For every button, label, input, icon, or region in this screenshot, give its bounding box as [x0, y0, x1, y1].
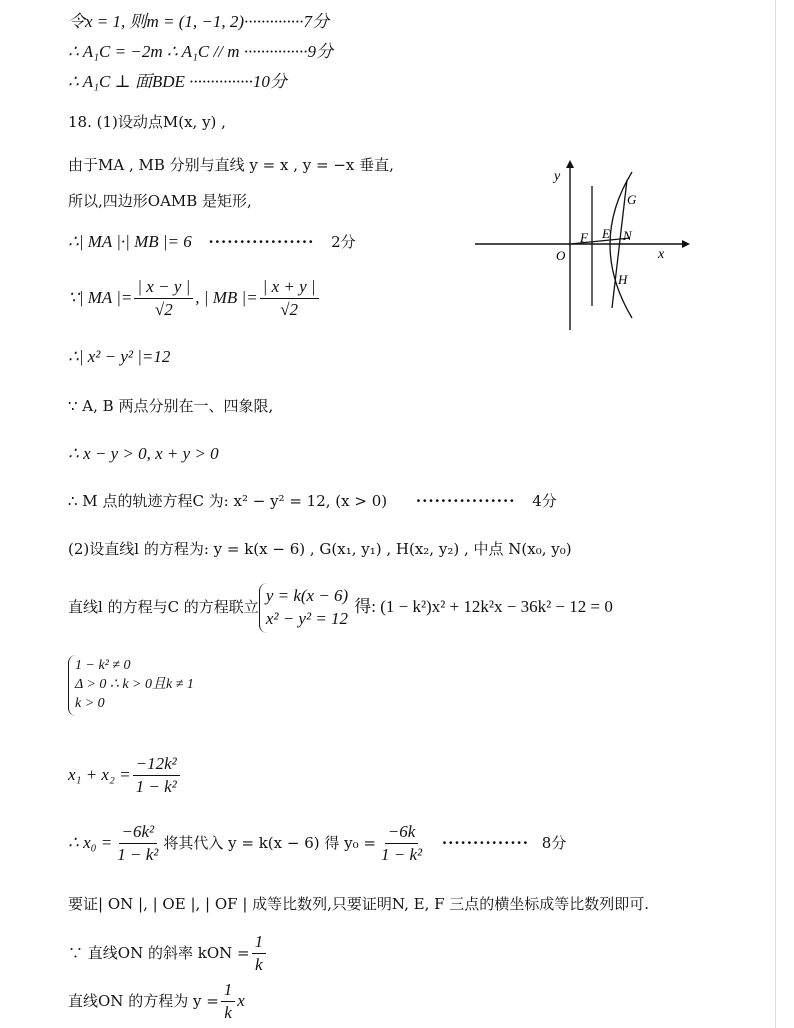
fraction-denominator: k	[224, 1003, 232, 1023]
perpendicular-statement: 由于MA , MB 分别与直线 y = x , y = −x 垂直,	[68, 156, 394, 174]
mb-distance-label: , | MB |=	[195, 287, 258, 307]
rectangle-statement: 所以,四边形OAMB 是矩形,	[68, 192, 252, 210]
condition-1: 1 − k² ≠ 0	[75, 658, 131, 673]
hyperbola-abs-equation: ∴| x² − y² |=12	[68, 347, 171, 366]
sum-of-roots-label: x₁ + x₂ =	[68, 764, 131, 784]
fraction-numerator: 1	[221, 980, 236, 1002]
quadratic-result: 得: (1 − k²)x² + 12k²x − 36k² − 12 = 0	[354, 596, 613, 616]
system-intro-text: 直线l 的方程与C 的方程联立	[68, 597, 259, 616]
ma-distance-fraction	[134, 277, 193, 321]
y-axis-arrow	[566, 160, 574, 168]
conditions-system-line	[68, 655, 200, 716]
graph-label-y: y	[554, 169, 561, 184]
conditions-system	[68, 655, 200, 716]
step-line-3: ∴ A₁C ⊥ 面BDE ···············10分	[68, 72, 287, 91]
fraction-denominator: 1 − k²	[380, 845, 423, 865]
slope-line	[68, 932, 268, 976]
fraction-denominator: k	[255, 955, 263, 975]
dot-leader: ················	[415, 492, 516, 510]
slope-label: ∵ 直线ON 的斜率 kON =	[68, 943, 250, 962]
line-on	[570, 238, 630, 244]
x-axis-arrow	[682, 240, 690, 248]
fraction-numerator: | x − y |	[134, 277, 193, 299]
fraction-denominator: √2	[154, 300, 173, 320]
mb-distance-fraction	[260, 277, 319, 321]
trajectory-equation: ∴ M 点的轨迹方程C 为: x² − y² = 12, (x > 0)	[68, 492, 388, 510]
problem-18-heading: 18. (1)设动点M(x, y) ,	[68, 113, 226, 131]
trajectory-equation-line	[68, 492, 557, 510]
product-equation-line	[68, 232, 356, 252]
graph-label-n: N	[623, 228, 632, 243]
fraction-numerator: −6k²	[119, 822, 158, 844]
hyperbola-sketch	[470, 158, 690, 333]
score-mark: 8分	[541, 833, 567, 852]
page-edge-rule	[775, 0, 776, 1028]
line-on-label: 直线ON 的方程为 y =	[68, 991, 219, 1010]
graph-label-g: G	[627, 192, 637, 207]
dot-leader: ··············	[441, 833, 530, 852]
product-equation: ∴| MA |·| MB |= 6	[68, 232, 192, 251]
quadrant-statement: ∵ A, B 两点分别在一、四象限,	[68, 397, 274, 415]
fraction-numerator: −12k²	[133, 754, 180, 776]
system-equation-line	[68, 583, 613, 633]
slope-fraction	[252, 932, 267, 976]
substitution-text: 将其代入 y = k(x − 6) 得 y₀ =	[163, 833, 376, 852]
score-mark: 2分	[331, 233, 356, 251]
fraction-numerator: 1	[252, 932, 267, 954]
fraction-denominator: 1 − k²	[135, 777, 177, 797]
x0-label: ∴ x₀ =	[68, 832, 113, 852]
system-equation-2: x² − y² = 12	[265, 608, 349, 628]
graph-label-f: F	[580, 230, 588, 245]
part-2-setup: (2)设直线l 的方程为: y = k(x − 6) , G(x₁, y₁) , H(x₂, y₂) , 中点 N(x₀, y₀)	[68, 540, 572, 558]
step-line-2: ∴ A₁C = −2m ∴ A₁C // m ···············9分	[68, 42, 333, 61]
variable-x: x	[237, 990, 245, 1010]
distance-formula-line	[68, 277, 321, 321]
fraction-denominator: √2	[280, 300, 299, 320]
fraction-numerator: −6k	[385, 822, 419, 844]
score-mark: 4分	[532, 492, 557, 510]
system-equation-1: y = k(x − 6)	[265, 586, 349, 605]
line-on-fraction	[221, 980, 236, 1024]
graph-label-o: O	[556, 248, 566, 263]
graph-label-x: x	[658, 247, 665, 262]
geometric-sequence-goal: 要证| ON |, | OE |, | OF | 成等比数列,只要证明N, E, F 三点的横坐标成等比数列即可.	[68, 895, 650, 913]
step-line-1: 令x = 1, 则m = (1, −1, 2)··············7分	[68, 12, 330, 31]
fraction-denominator: 1 − k²	[117, 845, 159, 865]
graph-label-e: E	[602, 226, 610, 241]
sum-of-roots-fraction	[133, 754, 180, 798]
dot-leader: ·················	[208, 233, 315, 251]
graph-label-h: H	[618, 272, 628, 287]
midpoint-coordinates-line	[68, 822, 566, 866]
condition-2: Δ > 0 ∴ k > 0且k ≠ 1	[75, 676, 194, 692]
condition-3: k > 0	[75, 695, 105, 711]
x0-fraction	[114, 822, 161, 866]
y0-fraction	[378, 822, 425, 866]
fraction-numerator: | x + y |	[260, 277, 319, 299]
inequality-statement: ∴ x − y > 0, x + y > 0	[68, 444, 219, 463]
equation-system	[259, 583, 354, 633]
sum-of-roots-line	[68, 754, 182, 798]
ma-distance-label: ∵| MA |=	[68, 287, 133, 307]
line-on-equation	[68, 980, 245, 1024]
